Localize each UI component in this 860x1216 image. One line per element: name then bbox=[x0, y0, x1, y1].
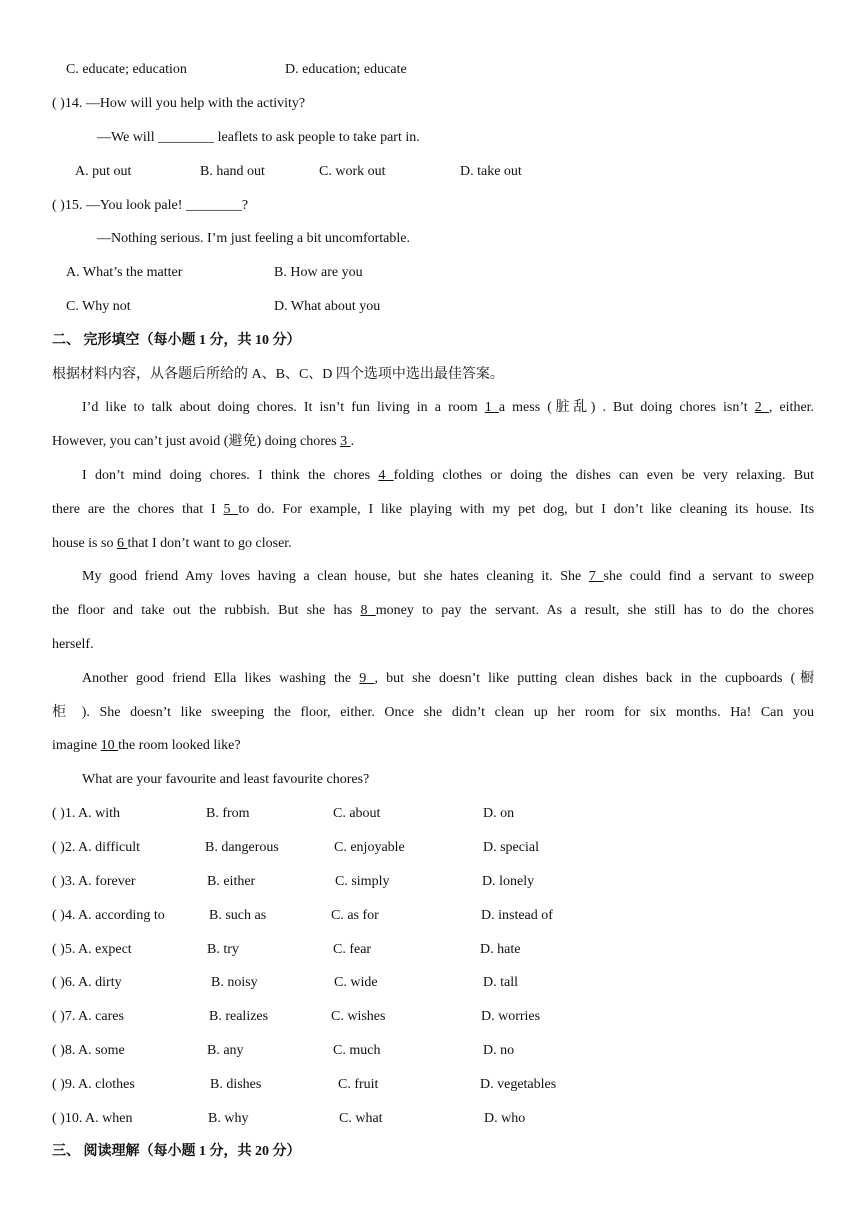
text: folding clothes or doing the dishes can even be very relaxing. But bbox=[393, 468, 815, 483]
blank-9: 9 bbox=[359, 671, 375, 686]
option-d: D. vegetables bbox=[480, 1077, 557, 1092]
text: to do. For example, I like playing with my pet dog, but I don’t like cleaning its house. Its bbox=[238, 502, 815, 517]
option-b: B. dangerous bbox=[205, 840, 279, 855]
blank-1: 1 bbox=[484, 400, 499, 415]
q-number-a: ( )5. A. expect bbox=[52, 942, 132, 957]
q-number-a: ( )6. A. dirty bbox=[52, 975, 122, 990]
blank-2: 2 bbox=[754, 400, 769, 415]
section2-instruction: 根据材料内容，从各题后所给的 A、B、C、D 四个选项中选出最佳答案。 bbox=[52, 367, 504, 382]
passage-p4-line1 bbox=[52, 669, 814, 689]
option-b: B. noisy bbox=[211, 975, 258, 990]
q-number-a: ( )7. A. cares bbox=[52, 1009, 124, 1024]
q15-option-a: A. What’s the matter bbox=[66, 265, 183, 280]
option-c: C. much bbox=[333, 1043, 381, 1058]
option-d: D. instead of bbox=[481, 908, 553, 923]
text: Another good friend Ella likes washing the bbox=[82, 671, 352, 686]
option-d: D. hate bbox=[480, 942, 521, 957]
option-b: B. try bbox=[207, 942, 239, 957]
passage-p1-line2 bbox=[52, 432, 354, 452]
text: the room looked like? bbox=[118, 738, 241, 753]
q15-option-b: B. How are you bbox=[274, 265, 363, 280]
option-c: C. wide bbox=[334, 975, 378, 990]
option-d: D. special bbox=[483, 840, 539, 855]
blank-3: 3 bbox=[340, 434, 351, 449]
text: imagine bbox=[52, 738, 98, 753]
q15-stem: ( )15. —You look pale! ________? bbox=[52, 198, 249, 213]
q14-option-d: D. take out bbox=[460, 164, 522, 179]
option-b: B. why bbox=[208, 1111, 249, 1126]
text: , but she doesn’t like putting clean dishes back in the cupboards (橱 bbox=[374, 671, 814, 686]
blank-10: 10 bbox=[100, 738, 119, 753]
text: a mess (脏乱) . But doing chores isn’t bbox=[498, 400, 748, 415]
option-c: C. what bbox=[339, 1111, 383, 1126]
option-c: C. fear bbox=[333, 942, 372, 957]
option-d: D. who bbox=[484, 1111, 526, 1126]
text: My good friend Amy loves having a clean house, but she hates cleaning it. She bbox=[82, 569, 582, 584]
blank-5: 5 bbox=[223, 502, 239, 517]
q13-option-d: D. education; educate bbox=[285, 62, 407, 77]
option-b: B. from bbox=[206, 806, 250, 821]
q-number-a: ( )1. A. with bbox=[52, 806, 121, 821]
text: that I don’t want to go closer. bbox=[127, 536, 292, 551]
q15-option-d: D. What about you bbox=[274, 299, 381, 314]
option-b: B. such as bbox=[209, 908, 267, 923]
option-c: C. wishes bbox=[331, 1009, 386, 1024]
option-c: C. about bbox=[333, 806, 381, 821]
q14-option-c: C. work out bbox=[319, 164, 386, 179]
text: . bbox=[350, 434, 355, 449]
passage-p2-line3 bbox=[52, 534, 292, 554]
option-b: B. either bbox=[207, 874, 256, 889]
q-number-a: ( )10. A. when bbox=[52, 1111, 133, 1126]
passage-p2-line2 bbox=[52, 500, 814, 520]
q-number-a: ( )9. A. clothes bbox=[52, 1077, 135, 1092]
blank-4: 4 bbox=[378, 468, 394, 483]
text: I’d like to talk about doing chores. It isn’t fun living in a room bbox=[82, 400, 478, 415]
q14-option-a: A. put out bbox=[75, 164, 132, 179]
text: she could find a servant to sweep bbox=[603, 569, 815, 584]
q-number-a: ( )2. A. difficult bbox=[52, 840, 141, 855]
option-d: D. tall bbox=[483, 975, 518, 990]
option-d: D. worries bbox=[481, 1009, 541, 1024]
section3-heading: 三、 阅读理解（每小题 1 分，共 20 分） bbox=[52, 1144, 301, 1159]
passage-p5: What are your favourite and least favourite chores? bbox=[82, 772, 370, 787]
option-c: C. as for bbox=[331, 908, 379, 923]
q-number-a: ( )4. A. according to bbox=[52, 908, 165, 923]
passage-p4-line3 bbox=[52, 736, 241, 756]
q15-answer-line: —Nothing serious. I’m just feeling a bit uncomfortable. bbox=[97, 231, 410, 246]
option-b: B. any bbox=[207, 1043, 244, 1058]
passage-p4-line2: 柜 ). She doesn’t like sweeping the floor, either. Once she didn’t clean up her room for six months. Ha! Can you bbox=[52, 705, 814, 720]
option-c: C. fruit bbox=[338, 1077, 379, 1092]
text: , either. bbox=[768, 400, 815, 415]
passage-p3-line3: herself. bbox=[52, 637, 94, 652]
q-number-a: ( )8. A. some bbox=[52, 1043, 125, 1058]
text: house is so bbox=[52, 536, 114, 551]
passage-p1-line1 bbox=[52, 398, 814, 418]
blank-8: 8 bbox=[360, 603, 376, 618]
option-b: B. dishes bbox=[210, 1077, 262, 1092]
text: money to pay the servant. As a result, she still has to do the chores bbox=[375, 603, 815, 618]
section2-heading: 二、 完形填空（每小题 1 分，共 10 分） bbox=[52, 333, 301, 348]
option-c: C. simply bbox=[335, 874, 390, 889]
passage-p3-line2 bbox=[52, 601, 814, 621]
text: I don’t mind doing chores. I think the chores bbox=[82, 468, 371, 483]
option-c: C. enjoyable bbox=[334, 840, 405, 855]
text: the floor and take out the rubbish. But she has bbox=[52, 603, 353, 618]
option-d: D. on bbox=[483, 806, 515, 821]
q13-option-c: C. educate; education bbox=[66, 62, 187, 77]
passage-p2-line1 bbox=[52, 466, 814, 486]
option-d: D. no bbox=[483, 1043, 515, 1058]
q15-option-c: C. Why not bbox=[66, 299, 131, 314]
q14-stem: ( )14. —How will you help with the activity? bbox=[52, 96, 306, 111]
option-b: B. realizes bbox=[209, 1009, 269, 1024]
text: there are the chores that I bbox=[52, 502, 216, 517]
q-number-a: ( )3. A. forever bbox=[52, 874, 136, 889]
q14-option-b: B. hand out bbox=[200, 164, 265, 179]
blank-7: 7 bbox=[588, 569, 604, 584]
passage-p3-line1 bbox=[52, 567, 814, 587]
q14-answer-line: —We will ________ leaflets to ask people to take part in. bbox=[97, 130, 420, 145]
blank-6: 6 bbox=[116, 536, 128, 551]
text: However, you can’t just avoid (避免) doing chores bbox=[52, 434, 337, 449]
option-d: D. lonely bbox=[482, 874, 535, 889]
